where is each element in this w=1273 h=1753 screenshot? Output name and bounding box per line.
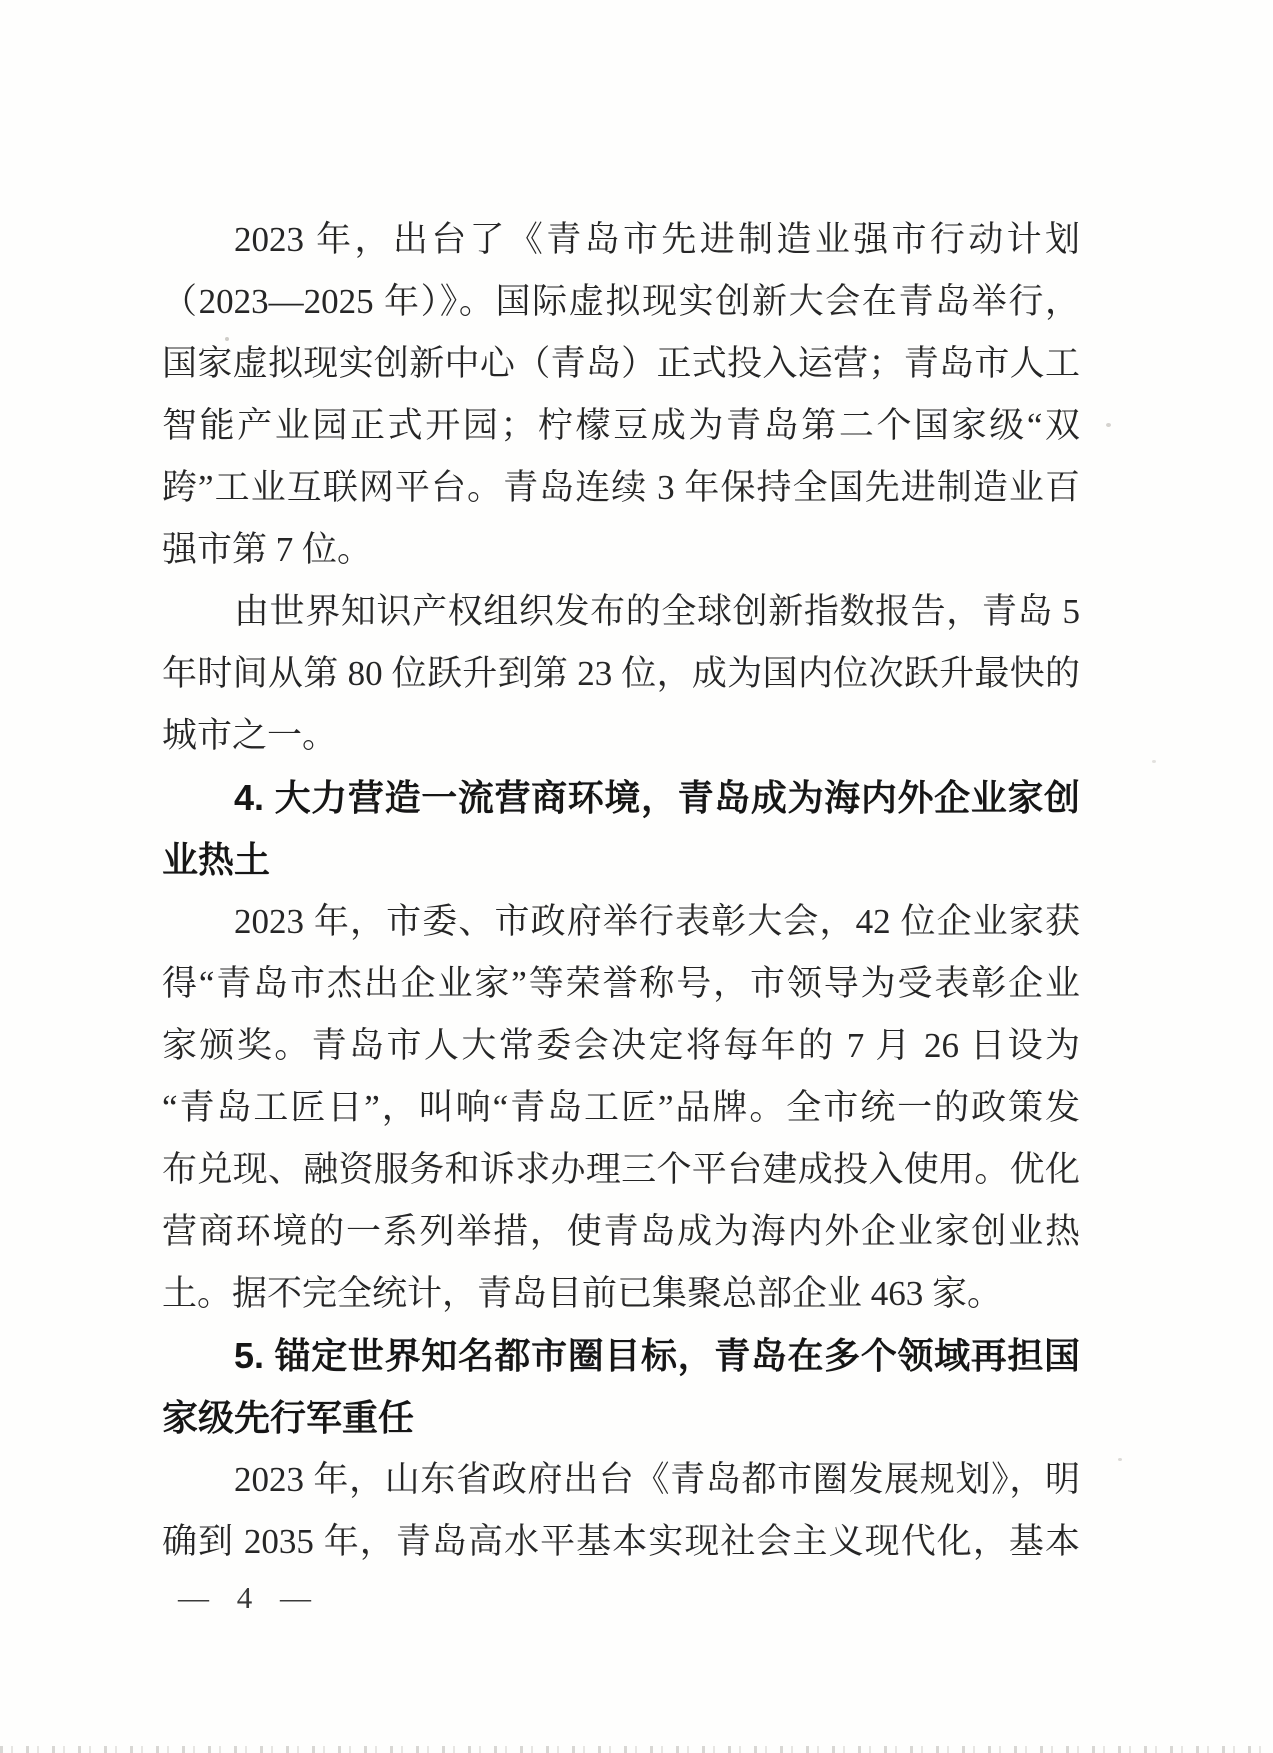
paragraph-2-line-2: 年时间从第 80 位跃升到第 23 位，成为国内位次跃升最快的 (162, 654, 1080, 693)
scan-speck (1118, 1458, 1122, 1461)
scan-speck (1106, 423, 1111, 427)
section-5-heading-line-1: 5. 锚定世界知名都市圈目标，青岛在多个领域再担国 (234, 1335, 1080, 1376)
paragraph-3-line-5: 布兑现、融资服务和诉求办理三个平台建成投入使用。优化 (162, 1150, 1080, 1189)
paragraph-3-line-1: 2023 年，市委、市政府举行表彰大会，42 位企业家获 (234, 902, 1080, 941)
scan-speck (1152, 760, 1156, 763)
paragraph-1-line-1: 2023 年，出台了《青岛市先进制造业强市行动计划 (234, 220, 1080, 259)
paragraph-1-line-5: 跨”工业互联网平台。青岛连续 3 年保持全国先进制造业百 (162, 468, 1080, 507)
paragraph-1-line-3: 国家虚拟现实创新中心（青岛）正式投入运营；青岛市人工 (162, 344, 1080, 383)
section-5-heading-line-2: 家级先行军重任 (162, 1397, 415, 1438)
page-number: — 4 — (178, 1580, 321, 1615)
section-4-heading-line-1: 4. 大力营造一流营商环境，青岛成为海内外企业家创 (234, 777, 1080, 818)
section-4-heading-line-2: 业热土 (162, 839, 271, 880)
paragraph-2-line-3: 城市之一。 (162, 716, 338, 755)
paragraph-3-line-4: “青岛工匠日”，叫响“青岛工匠”品牌。全市统一的政策发 (162, 1088, 1080, 1127)
scan-edge-artifact (0, 1746, 1273, 1753)
paragraph-2-line-1: 由世界知识产权组织发布的全球创新指数报告，青岛 5 (234, 592, 1080, 631)
paragraph-3-line-3: 家颁奖。青岛市人大常委会决定将每年的 7 月 26 日设为 (162, 1026, 1080, 1065)
paragraph-3-line-2: 得“青岛市杰出企业家”等荣誉称号，市领导为受表彰企业 (162, 964, 1080, 1003)
paragraph-1-line-4: 智能产业园正式开园；柠檬豆成为青岛第二个国家级“双 (162, 406, 1080, 445)
paragraph-3-line-6: 营商环境的一系列举措，使青岛成为海内外企业家创业热 (162, 1212, 1080, 1251)
scan-speck (225, 337, 229, 341)
paragraph-4-line-2: 确到 2035 年，青岛高水平基本实现社会主义现代化，基本 (162, 1522, 1080, 1561)
paragraph-1-line-2: （2023—2025 年）》。国际虚拟现实创新大会在青岛举行， (162, 282, 1080, 321)
paragraph-1-line-6: 强市第 7 位。 (162, 530, 373, 569)
paragraph-4-line-1: 2023 年，山东省政府出台《青岛都市圈发展规划》，明 (234, 1460, 1080, 1499)
paragraph-3-line-7: 土。据不完全统计，青岛目前已集聚总部企业 463 家。 (162, 1274, 1003, 1313)
document-body (162, 209, 1080, 1573)
